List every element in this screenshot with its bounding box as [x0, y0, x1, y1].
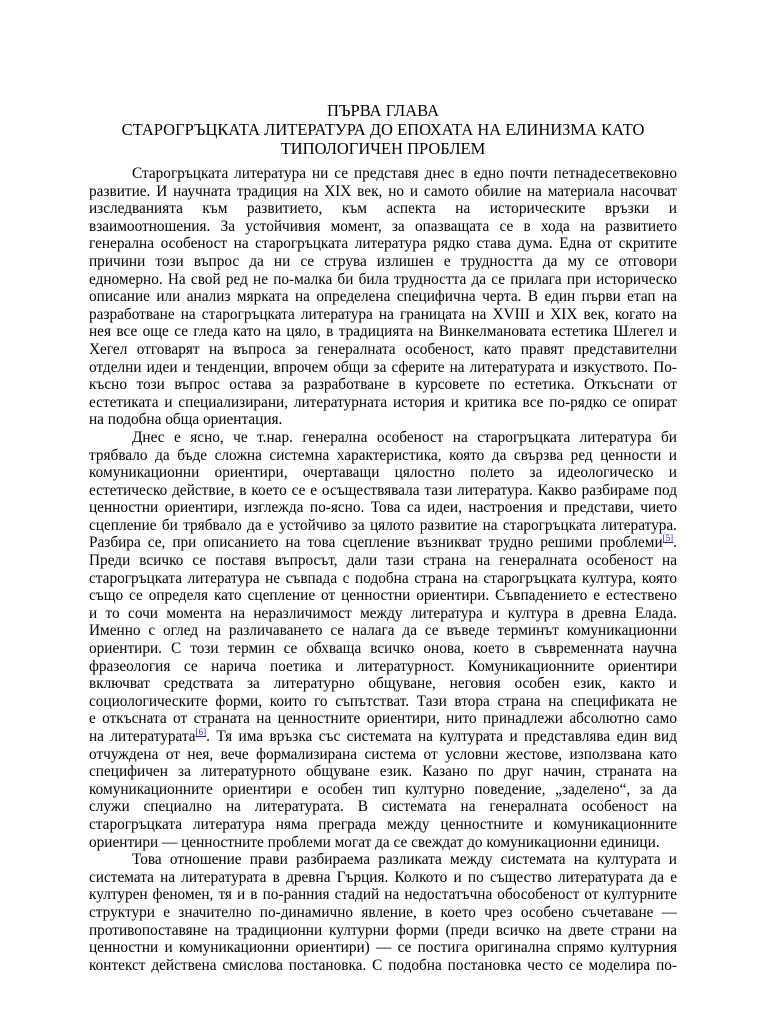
text-line [89, 728, 677, 746]
document-page [89, 101, 677, 974]
text-line [89, 534, 677, 552]
text-line: описание или анализ мярката на определена специфична черта. В един първи етап на [89, 288, 677, 306]
text-line-part: . Тя има връзка със системата на културата и представлява един вид [206, 728, 677, 745]
text-line: включват средствата за литературно общуване, неговия особен език, както и [89, 675, 677, 693]
text-line: взаимоотношения. За устойчивия момент, за опазващата се в хода на развитието [89, 217, 677, 235]
text-line: Именно с оглед на различаването се налага да се въведе терминът комуникационни [89, 622, 677, 640]
text-line: Преди всичко се поставя въпросът, дали тази страна на генералната особеност на [89, 552, 677, 570]
text-line: ценностни и комуникационни ориентири) — се постига оригинална спрямо културния [89, 939, 677, 957]
text-line: Днес е ясно, че т.нар. генерална особеност на старогръцката литература би [132, 428, 677, 446]
text-line: естетическо действие, в което се е осъществявала тази литература. Какво разбираме под [89, 481, 677, 499]
text-line-part: Разбира се, при описанието на това сцепление възникват трудно решими проблеми [89, 534, 663, 552]
text-line: контекст действена смислова постановка. С подобна постановка често се моделира по- [89, 956, 677, 974]
chapter-body [89, 165, 677, 974]
text-line: старогръцката литература няма преграда между ценностните и комуникационните [89, 815, 677, 833]
text-line: на подобна обща ориентация. [89, 411, 283, 429]
text-line: разработване на старогръцката литература на границата на XVIII и XIX век, когато на [89, 305, 677, 323]
text-line: комуникационни ориентири, очертаващи цялостно полето за идеологическо и [89, 464, 677, 482]
text-line: комуникационните ориентири е особен тип културно поведение, „заделено“, за да [89, 780, 677, 798]
text-line: причини този въпрос да ни се струва излишен е трудността да му се отговори [89, 252, 677, 270]
text-line: специфичен за литературното общуване език. Казано по друг начин, страната на [89, 763, 677, 781]
text-line: Старогръцката литература ни се представя днес в едно почти петнадесетвековно [132, 165, 677, 182]
chapter-title: ПЪРВА ГЛАВА [326, 101, 440, 120]
text-line: Хегел отговарят на въпроса за генералната особеност, като правят представителни [89, 340, 677, 358]
text-line: трябвало да бъде сложна системна характеристика, която да свързва ред ценности и [89, 446, 677, 464]
footnote-link[interactable]: [5] [662, 534, 674, 544]
text-line-part: . [673, 534, 677, 552]
text-line: сцепление би трябвало да е устойчиво за цялото развитие на старогръцката литература. [89, 516, 677, 534]
text-line: ориентири. С този термин се обхваща всичко онова, което в съвременната научна [89, 640, 677, 658]
chapter-heading [89, 101, 677, 158]
text-line: отделни идеи и тенденции, впрочем общи за сферите на литературата и изкуството. По- [89, 358, 677, 376]
text-line: е откъсната от страната на ценностните ориентири, нито принадлежи абсолютно само [89, 710, 677, 728]
text-line: системата на литературата в древна Гърция. Колкото и по същество литературата да е [89, 868, 677, 886]
text-line: и то сочи момента на неразличимост между литература и култура в древна Елада. [89, 604, 677, 622]
text-line: ценностни ориентири, изглежда по-ясно. Това са идеи, настроения и представи, чието [89, 499, 677, 517]
footnote-link[interactable]: [6] [195, 728, 207, 737]
text-line: изследванията към развитието, към аспекта на историческите връзки и [89, 200, 677, 218]
text-line: естетиката и специализирани, литературната история и критика все по-рядко се опират [89, 393, 677, 411]
text-line: социологическите форми, които го съпътстват. Тази втора страна на спецификата не [89, 692, 677, 710]
text-line: фразеология се нарича поетика и литературност. Комуникационните ориентири [89, 657, 677, 675]
text-line: старогръцката литература не съвпада с подобна страна на старогръцката култура, която [89, 569, 677, 587]
text-line: противопоставяне на традиционни културни форми (преди всичко на двете страни на [89, 921, 677, 939]
text-line: късно този въпрос остава за разработване в курсовете по естетика. Откъснати от [89, 376, 677, 394]
text-line: развитие. И научната традиция на XIX век, но и самото обилие на материала насочват [89, 182, 677, 200]
text-line: генерална особеност на старогръцката литература рядко става дума. Една от скритите [89, 235, 677, 253]
text-line: едномерно. На свой ред не по-малка би била трудността да се прилага при историческо [89, 270, 677, 288]
text-line: служи специално на литературата. В системата на генералната особеност на [89, 798, 677, 816]
text-line: ориентири — ценностните проблеми могат да се свеждат до комуникационни единици. [89, 833, 660, 851]
text-line: също се определя като сцепление от ценностни ориентири. Съвпадението е естествено [89, 587, 677, 605]
chapter-subtitle-line: СТАРОГРЪЦКАТА ЛИТЕРАТУРА ДО ЕПОХАТА НА ЕЛИНИЗМА КАТО [121, 120, 645, 139]
text-line: Това отношение прави разбираема разликата между системата на културата и [132, 851, 677, 869]
chapter-subtitle-line: ТИПОЛОГИЧЕН ПРОБЛЕМ [280, 139, 486, 158]
text-line: отчуждена от нея, вече формализирана система от условни жестове, използвана като [89, 745, 677, 763]
text-line-part: на литературата [89, 728, 196, 745]
text-line: културен феномен, тя и в по-ранния стадий на недостатъчна обособеност от културните [89, 886, 677, 904]
text-line: нея все още се гледа като на цяло, в традицията на Винкелмановата естетика Шлегел и [89, 323, 677, 341]
text-line: структури е значително по-динамично явление, в което чрез особено съчетаване — [89, 903, 677, 921]
